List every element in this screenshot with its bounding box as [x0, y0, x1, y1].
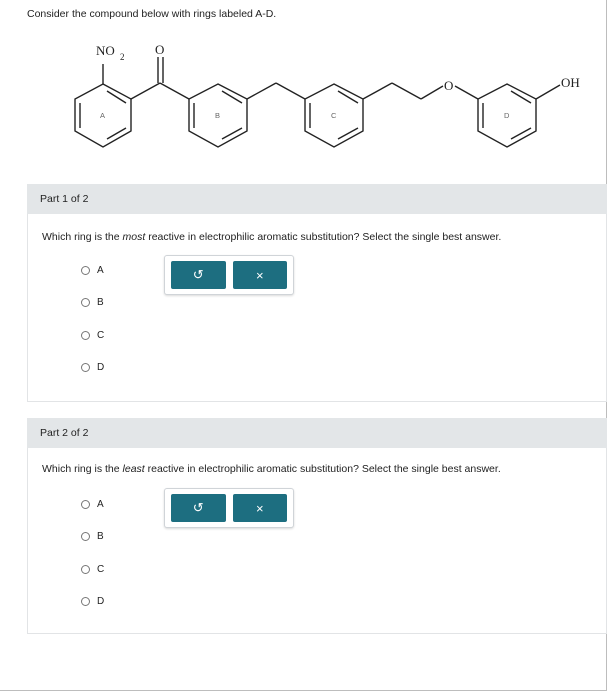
ether-oxygen: O: [444, 78, 454, 93]
intro-text: Consider the compound below with rings labeled A-D.: [27, 8, 277, 20]
radio-button[interactable]: [81, 565, 90, 574]
carbonyl-oxygen: O: [155, 42, 165, 57]
ring-label-b: B: [215, 111, 221, 120]
radio-button[interactable]: [81, 597, 90, 606]
undo-button[interactable]: [171, 261, 226, 289]
undo-button[interactable]: [171, 494, 226, 522]
hydroxyl-label: OH: [561, 75, 580, 90]
part2-option-c[interactable]: C: [81, 553, 104, 586]
radio-button[interactable]: [81, 532, 90, 541]
part2-header: Part 2 of 2: [27, 418, 607, 448]
part1-option-b[interactable]: B: [81, 287, 104, 320]
part2-action-buttons: [164, 488, 294, 528]
part1-option-d[interactable]: D: [81, 352, 104, 385]
part1-options: [81, 254, 104, 384]
part2-option-b[interactable]: B: [81, 521, 104, 554]
clear-button[interactable]: [233, 261, 288, 289]
part1-panel: [27, 214, 607, 402]
part1-question: Which ring is the most reactive in electrophilic aromatic substitution? Select the single best answer.: [42, 231, 502, 243]
radio-button[interactable]: [81, 298, 90, 307]
part1-option-a[interactable]: A: [81, 254, 104, 287]
undo-icon: ↺: [192, 267, 204, 282]
clear-button[interactable]: [233, 494, 288, 522]
molecule-structure: [0, 33, 608, 163]
part2-option-d[interactable]: D: [81, 586, 104, 619]
undo-icon: ↺: [192, 500, 204, 515]
no2-subscript: 2: [120, 52, 125, 62]
part2-options: [81, 488, 104, 618]
radio-button[interactable]: [81, 500, 90, 509]
part1-header: Part 1 of 2: [27, 184, 607, 214]
radio-button[interactable]: [81, 363, 90, 372]
no2-label: NO: [96, 43, 115, 58]
ring-label-c: C: [331, 111, 337, 120]
part1-action-buttons: [164, 255, 294, 295]
part2-question: Which ring is the least reactive in electrophilic aromatic substitution? Select the single best answer.: [42, 463, 501, 475]
ring-label-d: D: [504, 111, 510, 120]
part2-panel: [27, 448, 607, 634]
close-icon: ×: [255, 267, 264, 283]
part1-option-c[interactable]: C: [81, 319, 104, 352]
close-icon: ×: [255, 500, 264, 516]
radio-button[interactable]: [81, 266, 90, 275]
radio-button[interactable]: [81, 331, 90, 340]
part2-option-a[interactable]: A: [81, 488, 104, 521]
ring-label-a: A: [100, 111, 106, 120]
